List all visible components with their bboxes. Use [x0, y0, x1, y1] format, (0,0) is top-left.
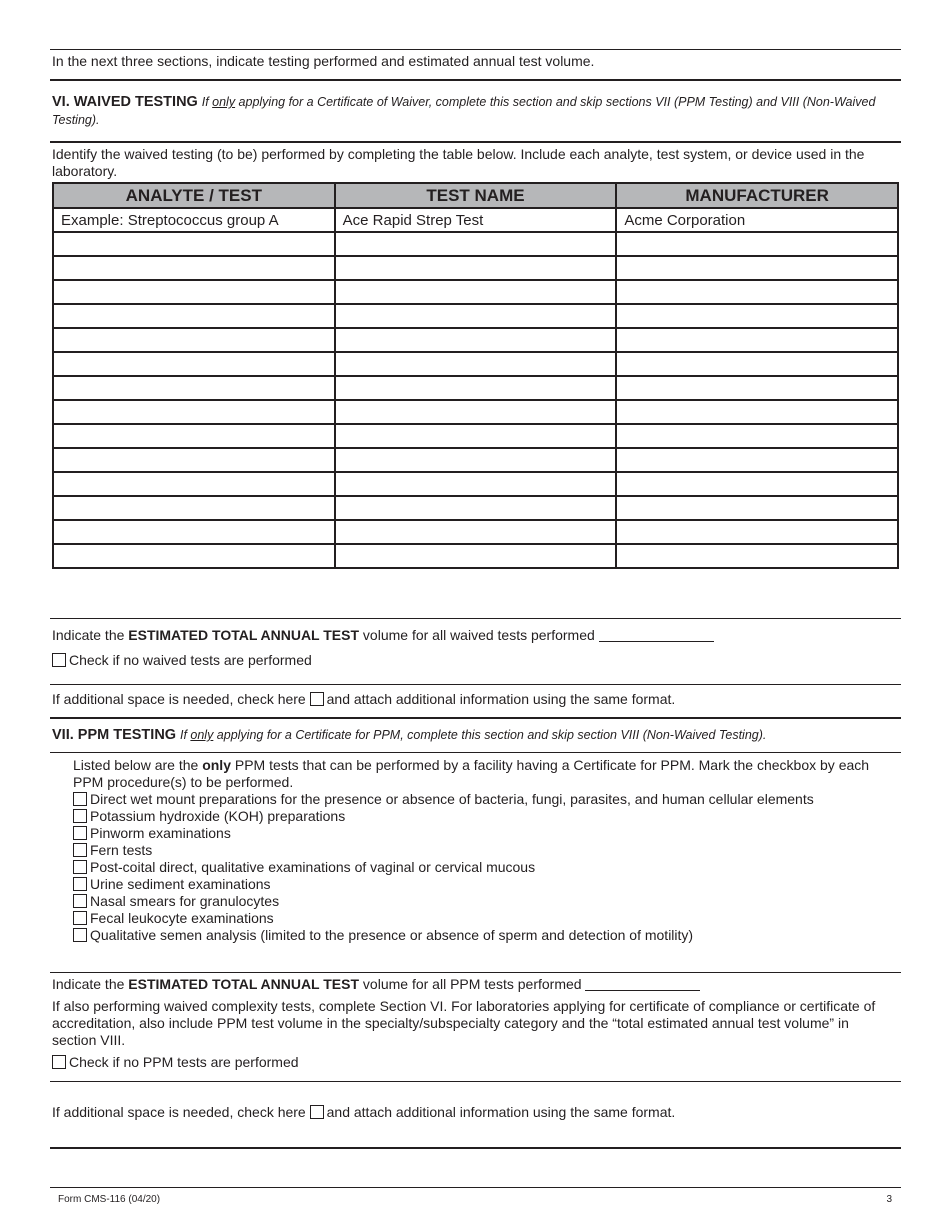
ppm-test-item — [73, 910, 814, 927]
table-cell[interactable] — [53, 472, 335, 496]
ppm-test-checkbox[interactable] — [73, 911, 87, 925]
table-cell[interactable] — [335, 448, 617, 472]
ppm-test-label: Post-coital direct, qualitative examinations of vaginal or cervical mucous — [90, 859, 536, 875]
additional-rule-6 — [50, 684, 901, 685]
section-6-instructions: Identify the waived testing (to be) performed by completing the table below. Include each analyte, test system, or device used in the laboratory. — [52, 146, 865, 179]
ppm-test-checkbox[interactable] — [73, 792, 87, 806]
table-cell[interactable] — [616, 280, 898, 304]
table-cell[interactable] — [335, 280, 617, 304]
ppm-test-item — [73, 893, 814, 910]
ppm-test-checkbox[interactable] — [73, 894, 87, 908]
table-row — [53, 232, 898, 256]
ppm-test-checkbox[interactable] — [73, 860, 87, 874]
table-cell[interactable] — [335, 232, 617, 256]
ppm-test-item — [73, 808, 814, 825]
table-cell[interactable] — [616, 496, 898, 520]
table-row — [53, 448, 898, 472]
ppm-test-label: Fecal leukocyte examinations — [90, 910, 274, 926]
ppm-test-list — [73, 791, 814, 944]
example-manufacturer: Acme Corporation — [616, 208, 898, 232]
ppm-test-label: Potassium hydroxide (KOH) preparations — [90, 808, 346, 824]
ppm-instructions: Listed below are the only PPM tests that can be performed by a facility having a Certificate for PPM. Mark the checkbox by each PPM procedure(s) to be performed. — [73, 757, 870, 790]
table-cell[interactable] — [335, 376, 617, 400]
intro-text: In the next three sections, indicate testing performed and estimated annual test volume. — [52, 53, 595, 69]
section-6-note: If only applying for a Certificate of Waiver, complete this section and skip sections VII (PPM Testing) and VIII (Non-Waived Testing). — [52, 95, 876, 127]
ppm-test-checkbox[interactable] — [73, 843, 87, 857]
table-cell[interactable] — [616, 544, 898, 568]
no-waived-tests-line — [52, 652, 897, 669]
ppm-test-item — [73, 842, 814, 859]
ppm-test-item — [73, 859, 814, 876]
ppm-test-item — [73, 825, 814, 842]
no-waived-tests-label: Check if no waived tests are performed — [69, 652, 312, 668]
table-row — [53, 496, 898, 520]
table-cell[interactable] — [53, 304, 335, 328]
section-7-heading — [52, 726, 897, 744]
waived-testing-table — [52, 182, 899, 569]
table-header-row — [53, 183, 898, 208]
example-row — [53, 208, 898, 232]
ppm-test-checkbox[interactable] — [73, 826, 87, 840]
ppm-bottom-rule — [50, 1081, 901, 1082]
table-cell[interactable] — [53, 352, 335, 376]
ppm-test-checkbox[interactable] — [73, 877, 87, 891]
ppm-volume-field[interactable] — [585, 990, 700, 991]
table-row — [53, 280, 898, 304]
waived-volume-line: Indicate the ESTIMATED TOTAL ANNUAL TEST volume for all waived tests performed — [52, 627, 897, 644]
ppm-test-checkbox[interactable] — [73, 809, 87, 823]
table-row — [53, 472, 898, 496]
ppm-test-checkbox[interactable] — [73, 928, 87, 942]
page-number: 3 — [886, 1194, 892, 1205]
no-ppm-tests-line — [52, 1054, 897, 1071]
top-rule — [50, 49, 901, 50]
column-header-test-name: TEST NAME — [335, 183, 617, 208]
table-row — [53, 352, 898, 376]
additional-space-6: If additional space is needed, check here and attach additional information using the same format. — [52, 691, 676, 707]
table-cell[interactable] — [53, 232, 335, 256]
table-cell[interactable] — [335, 328, 617, 352]
table-cell[interactable] — [335, 424, 617, 448]
table-cell[interactable] — [335, 400, 617, 424]
table-cell[interactable] — [616, 520, 898, 544]
section-7-note: If only applying for a Certificate for PPM, complete this section and skip section VIII (Non-Waived Testing). — [179, 728, 767, 742]
table-cell[interactable] — [335, 304, 617, 328]
table-row — [53, 328, 898, 352]
additional-space-7: If additional space is needed, check here and attach additional information using the same format. — [52, 1104, 676, 1120]
table-cell[interactable] — [53, 424, 335, 448]
ppm-volume-rule — [50, 972, 901, 973]
no-ppm-tests-label: Check if no PPM tests are performed — [69, 1054, 299, 1070]
section-8-rule — [50, 1147, 901, 1149]
form-id: Form CMS-116 (04/20) — [58, 1194, 161, 1205]
section-7-title: VII. PPM TESTING — [52, 727, 177, 743]
table-cell[interactable] — [616, 448, 898, 472]
ppm-volume-line: Indicate the ESTIMATED TOTAL ANNUAL TEST volume for all PPM tests performed — [52, 976, 897, 993]
ppm-test-label: Pinworm examinations — [90, 825, 231, 841]
table-row — [53, 544, 898, 568]
intro-rule — [50, 79, 901, 81]
table-cell[interactable] — [53, 328, 335, 352]
table-row — [53, 256, 898, 280]
section-6-title: VI. WAIVED TESTING — [52, 94, 198, 110]
ppm-test-label: Urine sediment examinations — [90, 876, 271, 892]
table-cell[interactable] — [335, 352, 617, 376]
table-cell[interactable] — [335, 496, 617, 520]
table-cell[interactable] — [335, 472, 617, 496]
additional-space-6-checkbox[interactable] — [310, 692, 324, 706]
table-cell[interactable] — [616, 304, 898, 328]
table-cell[interactable] — [53, 280, 335, 304]
table-cell[interactable] — [616, 232, 898, 256]
table-row — [53, 520, 898, 544]
ppm-test-item — [73, 791, 814, 808]
table-row — [53, 424, 898, 448]
no-ppm-tests-checkbox[interactable] — [52, 1055, 66, 1069]
ppm-test-label: Qualitative semen analysis (limited to the presence or absence of sperm and detection of motility) — [90, 927, 694, 943]
ppm-also-note: If also performing waived complexity tests, complete Section VI. For laboratories applying for certificate of compliance or certificate of accreditation, also include PPM test volume in the specialty/subspecialty category and the “total estimated annual test volume” in section VIII. — [52, 998, 876, 1048]
table-cell[interactable] — [335, 544, 617, 568]
table-cell[interactable] — [335, 256, 617, 280]
waived-volume-field[interactable] — [599, 641, 714, 642]
table-row — [53, 376, 898, 400]
ppm-test-label: Direct wet mount preparations for the presence or absence of bacteria, fungi, parasites, and human cellular elements — [90, 791, 814, 807]
example-analyte: Example: Streptococcus group A — [53, 208, 335, 232]
table-cell[interactable] — [616, 256, 898, 280]
ppm-test-item — [73, 927, 814, 944]
section-6-rule — [50, 141, 901, 143]
table-row — [53, 304, 898, 328]
table-cell[interactable] — [53, 400, 335, 424]
table-cell[interactable] — [616, 472, 898, 496]
table-cell[interactable] — [53, 496, 335, 520]
ppm-test-label: Fern tests — [90, 842, 153, 858]
column-header-analyte: ANALYTE / TEST — [53, 183, 335, 208]
ppm-test-item — [73, 876, 814, 893]
table-cell[interactable] — [616, 400, 898, 424]
table-cell[interactable] — [335, 520, 617, 544]
table-cell[interactable] — [616, 352, 898, 376]
example-test-name: Ace Rapid Strep Test — [335, 208, 617, 232]
table-row — [53, 400, 898, 424]
table-cell[interactable] — [616, 328, 898, 352]
table-cell[interactable] — [53, 376, 335, 400]
footer-rule — [50, 1187, 901, 1188]
table-cell[interactable] — [616, 424, 898, 448]
section-7-top-rule — [50, 717, 901, 719]
column-header-manufacturer: MANUFACTURER — [616, 183, 898, 208]
table-cell[interactable] — [53, 544, 335, 568]
volume-rule — [50, 618, 901, 619]
table-cell[interactable] — [53, 520, 335, 544]
table-cell[interactable] — [53, 256, 335, 280]
table-cell[interactable] — [616, 376, 898, 400]
section-6-heading — [52, 93, 897, 129]
ppm-test-label: Nasal smears for granulocytes — [90, 893, 280, 909]
table-cell[interactable] — [53, 448, 335, 472]
no-waived-tests-checkbox[interactable] — [52, 653, 66, 667]
section-7-rule — [50, 752, 901, 753]
additional-space-7-checkbox[interactable] — [310, 1105, 324, 1119]
